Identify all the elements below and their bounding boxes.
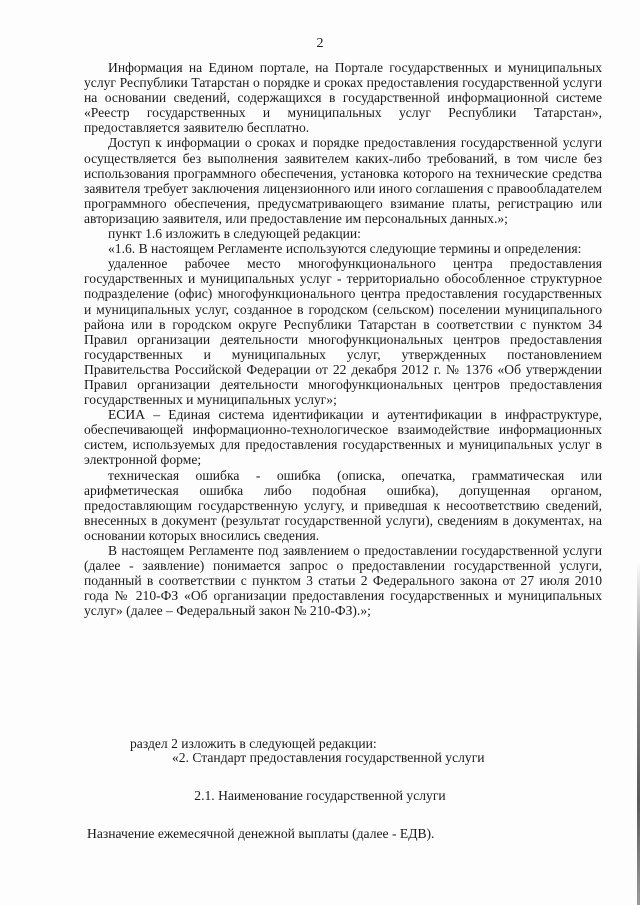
paragraph-esia-definition: ЕСИА – Единая система идентификации и аутентификации в инфраструктуре, обеспечивающей информационно-технологическое взаимодействие информационных систем, используемых для предоставления государственных и муниципальных услуг в электронной форме; — [84, 407, 602, 468]
paragraph-clause-1-6-terms: «1.6. В настоящем Регламенте используются следующие термины и определения: — [108, 241, 582, 257]
section-2-instruction: раздел 2 изложить в следующей редакции: — [130, 736, 377, 751]
subsection-2-1-heading: 2.1. Наименование государственной услуги — [194, 788, 446, 803]
section-2-heading: «2. Стандарт предоставления государственной услуги — [172, 750, 485, 765]
document-body — [84, 60, 602, 618]
paragraph-access-info: Доступ к информации о сроках и порядке предоставления государственной услуги осуществляется без выполнения заявителем каких-либо требований, в том числе без использования программного обеспечения, установка которого на технические средства заявителя требует заключения лицензионного или иного соглашения с правообладателем программного обеспечения, предусматривающего взимание платы, регистрацию или авторизацию заявителя, или предоставление им персональных данных.»; — [84, 135, 602, 226]
service-name-paragraph: Назначение ежемесячной денежной выплаты (далее - ЕДВ). — [87, 826, 435, 841]
page-number: 2 — [316, 36, 324, 51]
paragraph-portal-info: Информация на Едином портале, на Портале государственных и муниципальных услуг Республики Татарстан о порядке и сроках предоставления государственной услуги на основании сведений, содержащихся в государственной информационной системе «Реестр государственных и муниципальных услуг Республики Татарстан», предоставляется заявителю бесплатно. — [84, 60, 602, 136]
paragraph-technical-error-definition: техническая ошибка - ошибка (описка, опечатка, грамматическая или арифметическая ошибка либо подобная ошибка), допущенная органом, предоставляющим государственную услугу, и приведшая к несоответствию сведений, внесенных в документ (результат государственной услуги), сведениям в документах, на основании которых вносились сведения. — [84, 467, 602, 543]
paragraph-application-definition: В настоящем Регламенте под заявлением о предоставлении государственной услуги (далее - заявление) понимается запрос о предоставлении государственной услуги, поданный в соответствии с пунктом 3 статьи 2 Федерального закона от 27 июля 2010 года № 210-ФЗ «Об организации предоставления государственных и муниципальных услуг» (далее – Федеральный закон № 210-ФЗ).»; — [84, 543, 602, 619]
paragraph-clause-1-6-instruction: пункт 1.6 изложить в следующей редакции: — [108, 226, 361, 242]
paragraph-remote-workplace-definition: удаленное рабочее место многофункционального центра предоставления государственных и муниципальных услуг - территориально обособленное структурное подразделение (офис) многофункционального центра предоставления государственных и муниципальных услуг, созданное в городском (сельском) поселении муниципального района или в городском округе Республики Татарстан в соответствии с пунктом 34 Правил организации деятельности многофункциональных центров предоставления государственных и муниципальных услуг, утвержденных постановлением Правительства Российской Федерации от 22 декабря 2012 г. № 1376 «Об утверждении Правил организации деятельности многофункциональных центров предоставления государственных и муниципальных услуг»; — [84, 256, 602, 408]
